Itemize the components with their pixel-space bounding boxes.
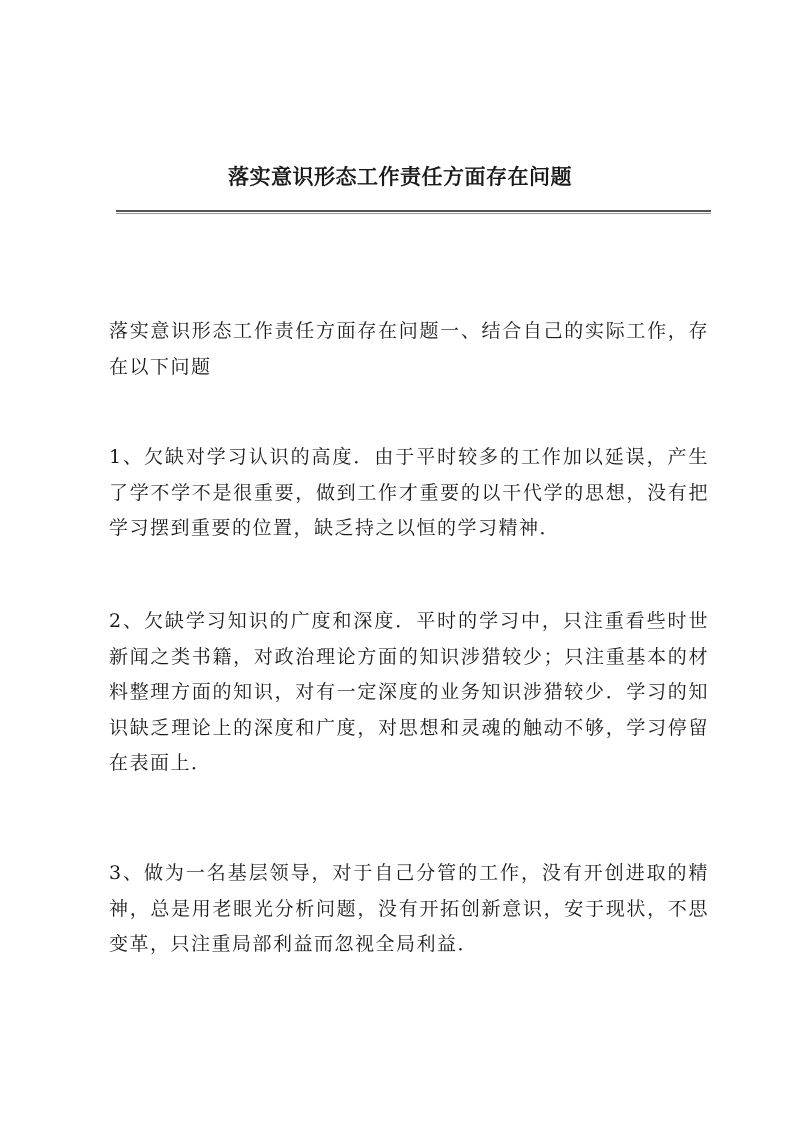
title-underline-divider — [116, 210, 711, 214]
issue-paragraph-1: 1、欠缺对学习认识的高度．由于平时较多的工作加以延误，产生了学不学不是很重要，做到工作才重要的以干代学的思想，没有把学习摆到重要的位置，缺乏持之以恒的学习精神． — [109, 446, 709, 539]
intro-paragraph: 落实意识形态工作责任方面存在问题一、结合自己的实际工作，存在以下问题 — [109, 320, 709, 378]
issue-paragraph-3: 3、做为一名基层领导，对于自己分管的工作，没有开创进取的精神，总是用老眼光分析问题，没有开拓创新意识，安于现状，不思变革，只注重局部利益而忽视全局利益． — [109, 862, 709, 955]
document-title: 落实意识形态工作责任方面存在问题 — [228, 164, 572, 189]
issue-paragraph-2: 2、欠缺学习知识的广度和深度．平时的学习中，只注重看些时世新闻之类书籍，对政治理论方面的知识涉猎较少；只注重基本的材料整理方面的知识，对有一定深度的业务知识涉猎较少．学习的知识缺乏理论上的深度和广度，对思想和灵魂的触动不够，学习停留在表面上． — [109, 610, 709, 774]
